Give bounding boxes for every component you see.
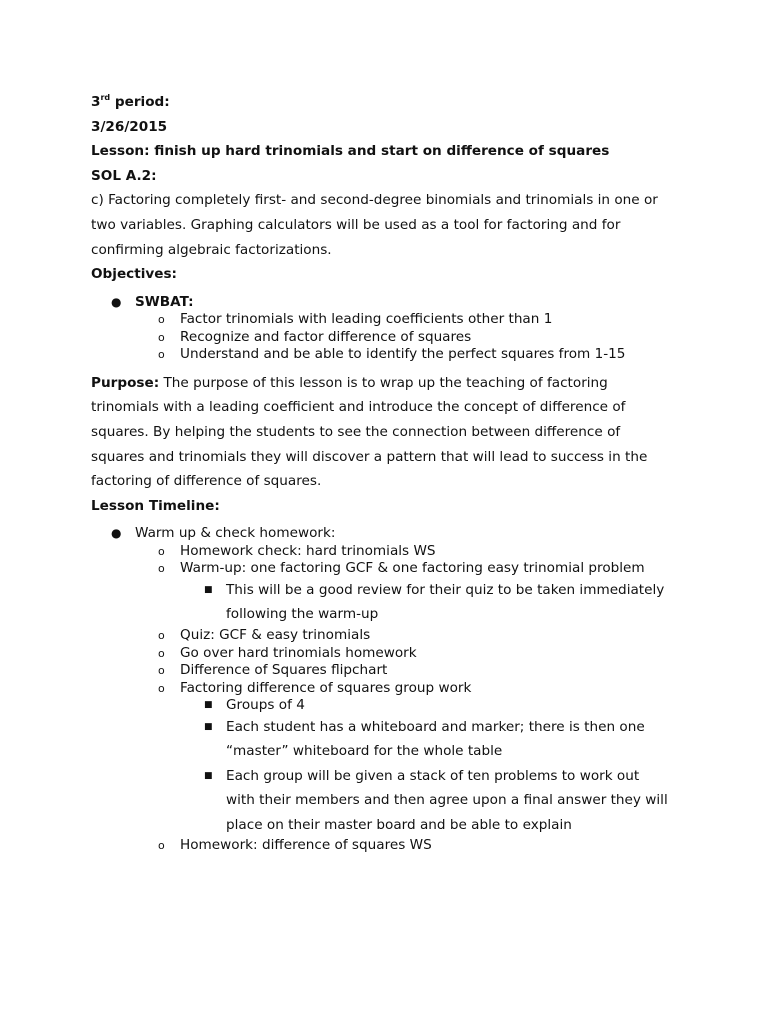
circle-bullet-icon: o [158,664,165,677]
square-bullet-icon: ■ [204,584,213,595]
list-item: o Homework: difference of squares WS [158,837,432,854]
purpose-paragraph: Purpose: The purpose of this lesson is to wrap up the teaching of factoring trinomials with a leading coefficient and introduce the concept of difference of squares. By helping the students to see the connection between difference of squares and trinomials they will discover a pattern that will lead to success in the factoring of difference of squares. [91,374,648,490]
list-item: o Difference of Squares flipchart [158,662,388,678]
circle-bullet-icon: o [158,544,165,558]
list-item: ■ Groups of 4 [204,697,305,713]
lesson-title: Lesson: finish up hard trinomials and start on difference of squares [91,143,610,160]
circle-bullet-icon: o [158,330,165,344]
list-item: o Go over hard trinomials homework [158,644,417,661]
sol-heading: SOL A.2: [91,167,157,184]
circle-bullet-icon: o [158,348,165,362]
list-item: ● Warm up & check homework: [111,525,336,542]
list-item: o Understand and be able to identify the perfect squares from 1-15 [158,346,626,363]
period-suffix: rd [100,93,111,102]
period-heading [91,90,691,115]
purpose-label: Purpose: [91,374,160,391]
list-item: o Recognize and factor difference of squares [158,328,472,345]
list-item: o Quiz: GCF & easy trinomials [158,627,371,643]
period-label: period: [114,94,170,110]
square-bullet-icon: ■ [204,700,213,710]
bullet-icon: ● [111,294,122,309]
timeline-heading: Lesson Timeline: [91,497,220,514]
square-bullet-icon: ■ [204,770,213,781]
circle-bullet-icon: o [158,839,165,853]
circle-bullet-icon: o [158,562,165,576]
sol-line: confirming algebraic factorizations. [91,241,332,258]
circle-bullet-icon: o [158,646,165,660]
circle-bullet-icon: o [158,313,165,327]
objectives-list [91,294,691,364]
list-item: ■ Each group will be given a stack of ten problems to work out with their members and then agree upon a final answer they will place on their master board and be able to explain [91,764,691,838]
square-bullet-icon: ■ [204,721,213,732]
list-item: o Homework check: hard trinomials WS [158,542,436,559]
list-item: o Factoring difference of squares group work [158,679,472,696]
list-item: ■ Each student has a whiteboard and marker; there is then one “master” whiteboard for the whole table [91,715,691,764]
bullet-icon: ● [111,526,122,541]
lesson-date: 3/26/2015 [91,118,168,135]
list-item: ■ This will be a good review for their quiz to be taken immediately following the warm-up [91,578,691,627]
circle-bullet-icon: o [158,629,165,642]
objectives-heading: Objectives: [91,266,177,283]
list-item: o Factor trinomials with leading coefficients other than 1 [158,311,553,328]
sol-line: two variables. Graphing calculators will be used as a tool for factoring and for [91,216,621,233]
list-item: o Warm-up: one factoring GCF & one factoring easy trinomial problem [158,560,645,577]
list-item: ● SWBAT: [111,293,194,310]
lesson-plan-page [91,90,691,855]
sol-description [91,188,691,262]
sol-line: c) Factoring completely first- and second-degree binomials and trinomials in one or [91,192,658,209]
period-number: 3 [91,94,101,110]
timeline-list [91,525,691,855]
circle-bullet-icon: o [158,681,165,695]
